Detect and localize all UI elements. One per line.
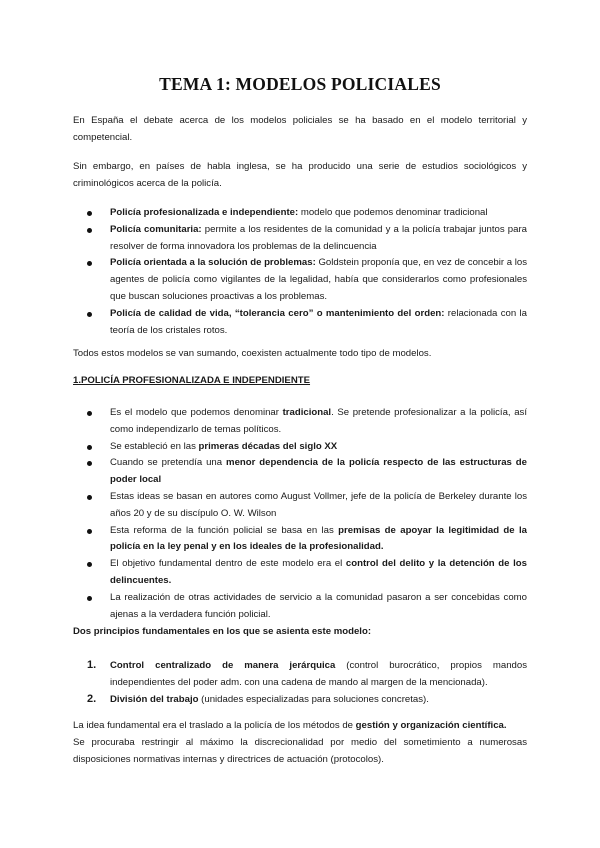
list-item: Se estableció en las primeras décadas del siglo XX <box>73 439 527 456</box>
list-item: Estas ideas se basan en autores como August Vollmer, jefe de la policía de Berkeley durante los años 20 y de su discípulo O. W. Wilson <box>73 489 527 523</box>
bullet-icon <box>87 228 92 233</box>
models-list <box>73 205 527 339</box>
section1-list <box>73 405 527 623</box>
list-item: La realización de otras actividades de servicio a la comunidad pasaron a ser concebidas como ajenas a la verdadera función policial. <box>73 590 527 624</box>
principles-list <box>73 657 527 708</box>
list-item: Policía comunitaria: permite a los residentes de la comunidad y a la policía trabajar juntos para resolver de forma innovadora los problemas de la delincuencia <box>73 222 527 256</box>
intro-paragraph-1: En España el debate acerca de los modelos policiales se ha basado en el modelo territorial y competencial. <box>73 115 527 143</box>
list-item: 1. Control centralizado de manera jerárquica (control burocrático, propios mandos independientes del poder adm. con una cadena de mando al margen de la mencionada). <box>87 659 527 688</box>
list-item: 2. División del trabajo (unidades especializadas para soluciones concretas). <box>87 693 429 705</box>
bullet-icon <box>87 312 92 317</box>
list-item: Es el modelo que podemos denominar tradicional. Se pretende profesionalizar a la policía, así como independizarlo de temas políticos. <box>73 405 527 439</box>
list-item: Cuando se pretendía una menor dependencia de la policía respecto de las estructuras de poder local <box>73 455 527 489</box>
intro-paragraph-2: Sin embargo, en países de habla inglesa, se ha producido una serie de estudios sociológicos y criminológicos acerca de la policía. <box>73 161 527 189</box>
bullet-icon <box>87 211 92 216</box>
bullet-icon <box>87 461 92 466</box>
page-title: TEMA 1: MODELOS POLICIALES <box>159 74 441 94</box>
list-item: Policía profesionalizada e independiente: modelo que podemos denominar tradicional <box>73 205 527 222</box>
bullet-icon <box>87 261 92 266</box>
closing-paragraph: La idea fundamental era el traslado a la policía de los métodos de gestión y organización científica. Se procuraba restringir al máximo la discrecionalidad por medio del sometimiento a numerosas disposiciones normativas internas y directrices de actuación (protocolos). <box>73 720 527 765</box>
bullet-icon <box>87 596 92 601</box>
section-heading: 1.POLICÍA PROFESIONALIZADA E INDEPENDIENTE <box>73 375 311 386</box>
bullet-icon <box>87 445 92 450</box>
principles-heading: Dos principios fundamentales en los que se asienta este modelo: <box>73 626 372 637</box>
summary-paragraph: Todos estos modelos se van sumando, coexisten actualmente todo tipo de modelos. <box>73 348 432 359</box>
bullet-icon <box>87 562 92 567</box>
list-item: El objetivo fundamental dentro de este modelo era el control del delito y la detención de los delincuentes. <box>73 556 527 590</box>
list-item: Policía orientada a la solución de problemas: Goldstein proponía que, en vez de concebir a los agentes de policía como vigilantes de la legalidad, había que considerarlos como profesionales que buscan soluciones proactivas a los problemas. <box>73 255 527 305</box>
bullet-icon <box>87 495 92 500</box>
bullet-icon <box>87 529 92 534</box>
list-item: Esta reforma de la función policial se basa en las premisas de apoyar la legitimidad de la policía en la ley penal y en los ideales de la profesionalidad. <box>73 523 527 557</box>
bullet-icon <box>87 411 92 416</box>
list-item: Policía de calidad de vida, “tolerancia cero” o mantenimiento del orden: relacionada con la teoría de los cristales rotos. <box>73 306 527 340</box>
